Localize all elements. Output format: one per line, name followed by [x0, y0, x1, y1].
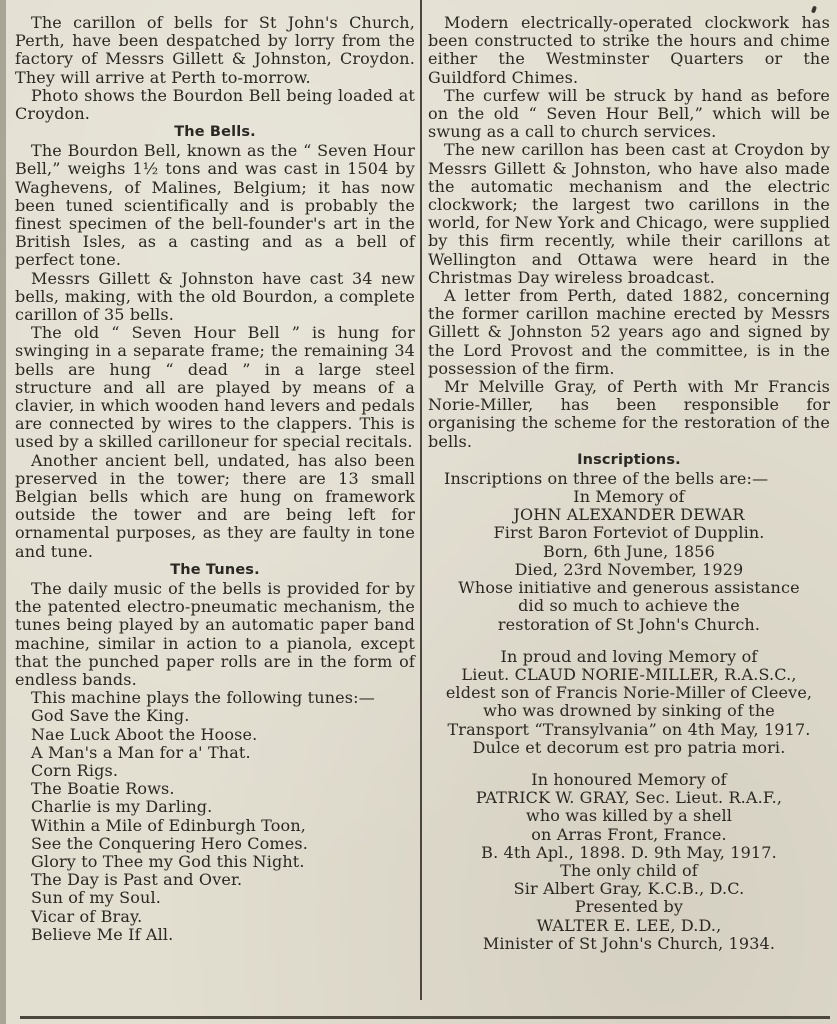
tunes-list — [15, 707, 415, 944]
tune-item: Vicar of Bray. — [31, 906, 143, 926]
tune-item: Corn Rigs. — [31, 760, 119, 780]
intro-paragraph: The carillon of bells for St John's Church, Perth, have been despatched by lorry from the factory of Messrs Gillett & Johnston, Croydon. They will arrive at Perth to-morrow. — [15, 13, 415, 87]
tune-item: The Day is Past and Over. — [31, 870, 243, 890]
left-column — [15, 14, 415, 944]
inscription-line: restoration of St John's Church. — [497, 614, 761, 634]
curfew-paragraph: The curfew will be struck by hand as before on the old “ Seven Hour Bell,” which will be swung as a call to church services. — [428, 85, 830, 142]
tune-item: See the Conquering Hero Comes. — [31, 833, 308, 853]
photo-caption: Photo shows the Bourdon Bell being loaded at Croydon. — [15, 85, 415, 124]
inscription-line: did so much to achieve the — [518, 596, 740, 616]
organiser-paragraph: Mr Melville Gray, of Perth with Mr Francis Norie-Miller, has been responsible for organising the scheme for the restoration of the bells. — [428, 377, 830, 451]
inscription-line: Died, 23rd November, 1929 — [514, 559, 744, 579]
tune-item: Sun of my Soul. — [31, 888, 161, 908]
inscription-line: who was killed by a shell — [525, 806, 733, 826]
inscription-dewar — [428, 488, 830, 634]
inscription-line: In honoured Memory of — [531, 769, 727, 789]
inscription-line: who was drowned by sinking of the — [483, 701, 775, 721]
letter-paragraph: A letter from Perth, dated 1882, concerning the former carillon machine erected by Messrs Gillett & Johnston 52 years ago and signed by the Lord Provost and the committee, is in the possession of the firm. — [428, 286, 830, 378]
inscriptions-intro: Inscriptions on three of the bells are:— — [444, 468, 769, 488]
tune-item: Believe Me If All. — [31, 924, 174, 944]
bells-heading: The Bells. — [174, 124, 256, 141]
inscription-line: In proud and loving Memory of — [500, 646, 758, 666]
clockwork-paragraph: Modern electrically-operated clockwork has been constructed to strike the hours and chime either the Westminster Quarters or the Guildford Chimes. — [428, 13, 830, 87]
column-divider — [420, 0, 422, 1000]
tune-item: Charlie is my Darling. — [31, 797, 213, 817]
inscription-line: WALTER E. LEE, D.D., — [536, 915, 722, 935]
inscription-line: Minister of St John's Church, 1934. — [482, 933, 776, 953]
page-edge-shadow — [0, 0, 6, 1024]
inscription-line: Presented by — [574, 897, 684, 917]
tunes-heading: The Tunes. — [170, 561, 260, 578]
inscription-gray — [428, 771, 830, 953]
inscription-line: eldest son of Francis Norie-Miller of Cleeve, — [445, 683, 813, 703]
tune-item: A Man's a Man for a' That. — [31, 742, 251, 762]
spacer — [428, 634, 830, 648]
bells-paragraph: The old “ Seven Hour Bell ” is hung for swinging in a separate frame; the remaining 34 bells are hung “ dead ” in a large steel structure and all are played by means of a clavier, in which wooden hand levers and pedals are connected by wires to the clappers. This is used by a skilled carilloneur for special recitals. — [15, 323, 415, 452]
tunes-intro: This machine plays the following tunes:— — [31, 688, 375, 708]
inscription-norie-miller — [428, 648, 830, 757]
inscription-line: Lieut. CLAUD NORIE-MILLER, R.A.S.C., — [461, 664, 797, 684]
tune-item: Within a Mile of Edinburgh Toon, — [31, 815, 307, 835]
inscription-line: The only child of — [560, 860, 698, 880]
tunes-paragraph: The daily music of the bells is provided for by the patented electro-pneumatic mechanism, the tunes being played by an automatic paper band machine, similar in action to a pianola, except that the punched paper rolls are in the form of endless bands. — [15, 578, 415, 689]
inscription-line: B. 4th Apl., 1898. D. 9th May, 1917. — [481, 842, 777, 862]
tune-item: Nae Luck Aboot the Hoose. — [31, 724, 258, 744]
inscription-line: Sir Albert Gray, K.C.B., D.C. — [513, 879, 745, 899]
tune-item: God Save the King. — [31, 706, 190, 726]
inscription-line: In Memory of — [573, 487, 685, 507]
bells-paragraph: Messrs Gillett & Johnston have cast 34 new bells, making, with the old Bourdon, a complete carillon of 35 bells. — [15, 268, 415, 325]
inscription-line: JOHN ALEXANDER DEWAR — [513, 505, 745, 525]
inscription-line: First Baron Forteviot of Dupplin. — [493, 523, 765, 543]
tune-item: The Boatie Rows. — [31, 779, 175, 799]
inscription-line: on Arras Front, France. — [531, 824, 727, 844]
bells-paragraph: Another ancient bell, undated, has also been preserved in the tower; there are 13 small Belgian bells which are hung on framework outside the tower and are being left for ornamental purposes, as they are faulty in tone and tune. — [15, 450, 415, 561]
spacer — [428, 757, 830, 771]
inscription-line: Whose initiative and generous assistance — [458, 578, 800, 598]
tune-item: Glory to Thee my God this Night. — [31, 851, 305, 871]
inscription-line: Dulce et decorum est pro patria mori. — [472, 737, 786, 757]
bottom-rule — [20, 1016, 830, 1019]
inscription-line: Born, 6th June, 1856 — [543, 541, 715, 561]
inscription-line: Transport “Transylvania” on 4th May, 1917. — [447, 719, 811, 739]
inscriptions-heading: Inscriptions. — [577, 451, 681, 468]
inscription-line: PATRICK W. GRAY, Sec. Lieut. R.A.F., — [475, 788, 783, 808]
bells-paragraph: The Bourdon Bell, known as the “ Seven Hour Bell,” weighs 1½ tons and was cast in 1504 by Waghevens, of Malines, Belgium; it has now been tuned scientifically and is probably the finest specimen of the bell-founder's art in the British Isles, as a casting and as a bell of perfect tone. — [15, 141, 415, 270]
carillon-paragraph: The new carillon has been cast at Croydon by Messrs Gillett & Johnston, who have also made the automatic mechanism and the electric clockwork; the largest two carillons in the world, for New York and Chicago, were supplied by this firm recently, while their carillons at Wellington and Ottawa were heard in the Christmas Day wireless broadcast. — [428, 140, 830, 287]
right-column — [428, 14, 830, 953]
